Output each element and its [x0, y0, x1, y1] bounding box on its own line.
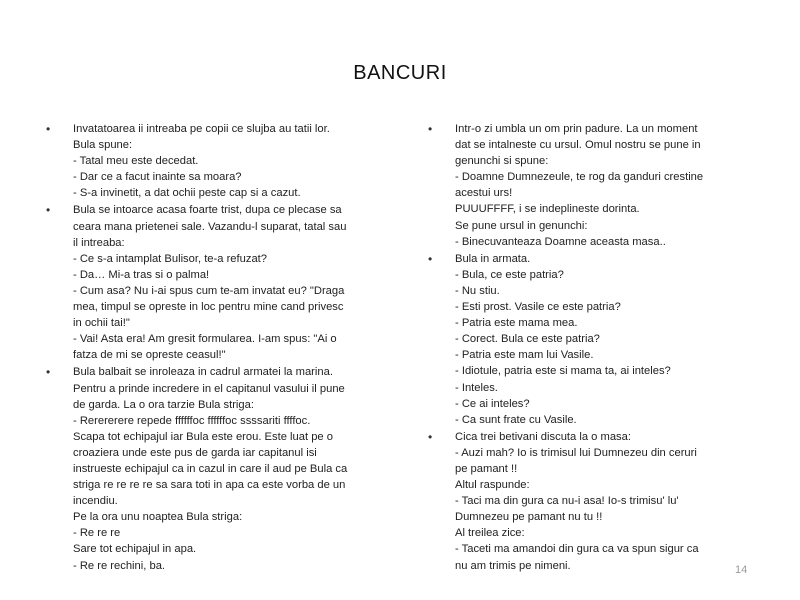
joke-line: Altul raspunde: [455, 479, 530, 492]
joke-line: genunchi si spune: [455, 155, 549, 168]
joke-line: Bula spune: [73, 139, 133, 152]
joke-line: • Bula balbait se inroleaza in cadrul armatei la marina. [73, 366, 333, 379]
joke-line: - Patria este mama mea. [455, 317, 578, 330]
joke-line: - Vai! Asta era! Am gresit formularea. I-am spus: "Ai o [73, 333, 337, 346]
joke-line: • Bula in armata. [455, 252, 531, 265]
joke-line: - Binecuvanteaza Doamne aceasta masa.. [455, 235, 666, 248]
joke-line: - Tatal meu este decedat. [73, 155, 199, 168]
joke-line: instrueste echipajul ca in cazul in care il aud pe Bula ca [73, 462, 348, 475]
joke-line: - Da… Mi-a tras si o palma! [73, 268, 210, 281]
joke-line: de garda. La o ora tarzie Bula striga: [73, 398, 254, 411]
joke-line: - Ce s-a intamplat Bulisor, te-a refuzat? [73, 252, 267, 265]
joke-line: • Cica trei betivani discuta la o masa: [455, 430, 631, 443]
joke-line: pe pamant !! [455, 462, 518, 475]
joke-line: - Rerererere repede ffffffoc ffffffoc ssssariti ffffoc. [73, 414, 311, 427]
joke-line: - Nu stiu. [455, 284, 500, 297]
joke-line: - S-a invinetit, a dat ochii peste cap si a cazut. [73, 187, 301, 200]
joke-line: fatza de mi se opreste ceasul!" [73, 349, 226, 362]
joke-line: - Patria este mam lui Vasile. [455, 349, 594, 362]
joke-line: - Inteles. [455, 381, 498, 394]
joke-line: - Re re rechini, ba. [73, 559, 166, 572]
joke-line: Pe la ora unu noaptea Bula striga: [73, 511, 243, 524]
joke-line: - Idiotule, patria este si mama ta, ai inteles? [455, 365, 671, 378]
left-joke-list [46, 121, 406, 574]
joke-line: - Ce ai inteles? [455, 397, 530, 410]
joke-line: incendiu. [73, 495, 118, 508]
right-column [428, 121, 758, 575]
joke-item [428, 429, 758, 574]
left-column [46, 121, 406, 575]
joke-line: - Corect. Bula ce este patria? [455, 333, 600, 346]
joke-line: il intreaba: [73, 236, 125, 249]
joke-line: Al treilea zice: [455, 527, 525, 540]
joke-line: striga re re re re sa sara toti in apa ca este vorba de un [73, 479, 346, 492]
joke-line: - Re re re [73, 527, 121, 540]
joke-item [46, 202, 406, 363]
joke-line: mea, timpul se opreste in loc pentru mine cand privesc [73, 301, 344, 314]
joke-item [428, 121, 758, 250]
joke-line: • Intr-o zi umbla un om prin padure. La un moment [455, 123, 698, 135]
joke-line: PUUUFFFF, i se indeplineste dorinta. [455, 203, 640, 216]
joke-line: - Doamne Dumnezeule, te rog da ganduri crestine [455, 171, 704, 184]
joke-line: - Auzi mah? Io is trimisul lui Dumnezeu din ceruri [455, 446, 697, 459]
joke-line: Pentru a prinde incredere in el capitanul vasului il pune [73, 382, 345, 395]
slide-title: BANCURI [353, 62, 447, 84]
joke-line: • Bula se intoarce acasa foarte trist, dupa ce plecase sa [73, 204, 342, 217]
joke-line: - Taci ma din gura ca nu-i asa! Io-s trimisu' lu' [455, 495, 679, 508]
joke-line: - Esti prost. Vasile ce este patria? [455, 301, 621, 314]
joke-line: Dumnezeu pe pamant nu tu !! [455, 511, 603, 524]
joke-line: dat se intalneste cu ursul. Omul nostru se pune in [455, 139, 701, 152]
joke-line: acestui urs! [455, 187, 513, 200]
joke-line: - Dar ce a facut inainte sa moara? [73, 171, 242, 184]
page-number: 14 [735, 564, 748, 576]
joke-line: Scapa tot echipajul iar Bula este erou. Este luat pe o [73, 430, 333, 443]
joke-line: - Ca sunt frate cu Vasile. [455, 413, 577, 426]
joke-line: - Bula, ce este patria? [455, 268, 564, 281]
joke-item [46, 364, 406, 573]
joke-line: ceara mana prietenei sale. Vazandu-l suparat, tatal sau [73, 220, 347, 233]
joke-line: - Taceti ma amandoi din gura ca va spun sigur ca [455, 543, 699, 556]
joke-line: - Cum asa? Nu i-ai spus cum te-am invatat eu? "Draga [73, 284, 345, 297]
joke-line: nu am trimis pe nimeni. [455, 559, 571, 572]
joke-line: Sare tot echipajul in apa. [73, 543, 197, 556]
joke-item [428, 251, 758, 428]
joke-line: • Invatatoarea ii intreaba pe copii ce slujba au tatii lor. [73, 123, 330, 135]
joke-line: in ochii tai!" [73, 317, 130, 330]
joke-line: Se pune ursul in genunchi: [455, 219, 588, 232]
joke-item [46, 121, 406, 201]
right-joke-list [428, 121, 758, 574]
joke-line: croaziera unde este pus de garda iar capitanul isi [73, 446, 317, 459]
